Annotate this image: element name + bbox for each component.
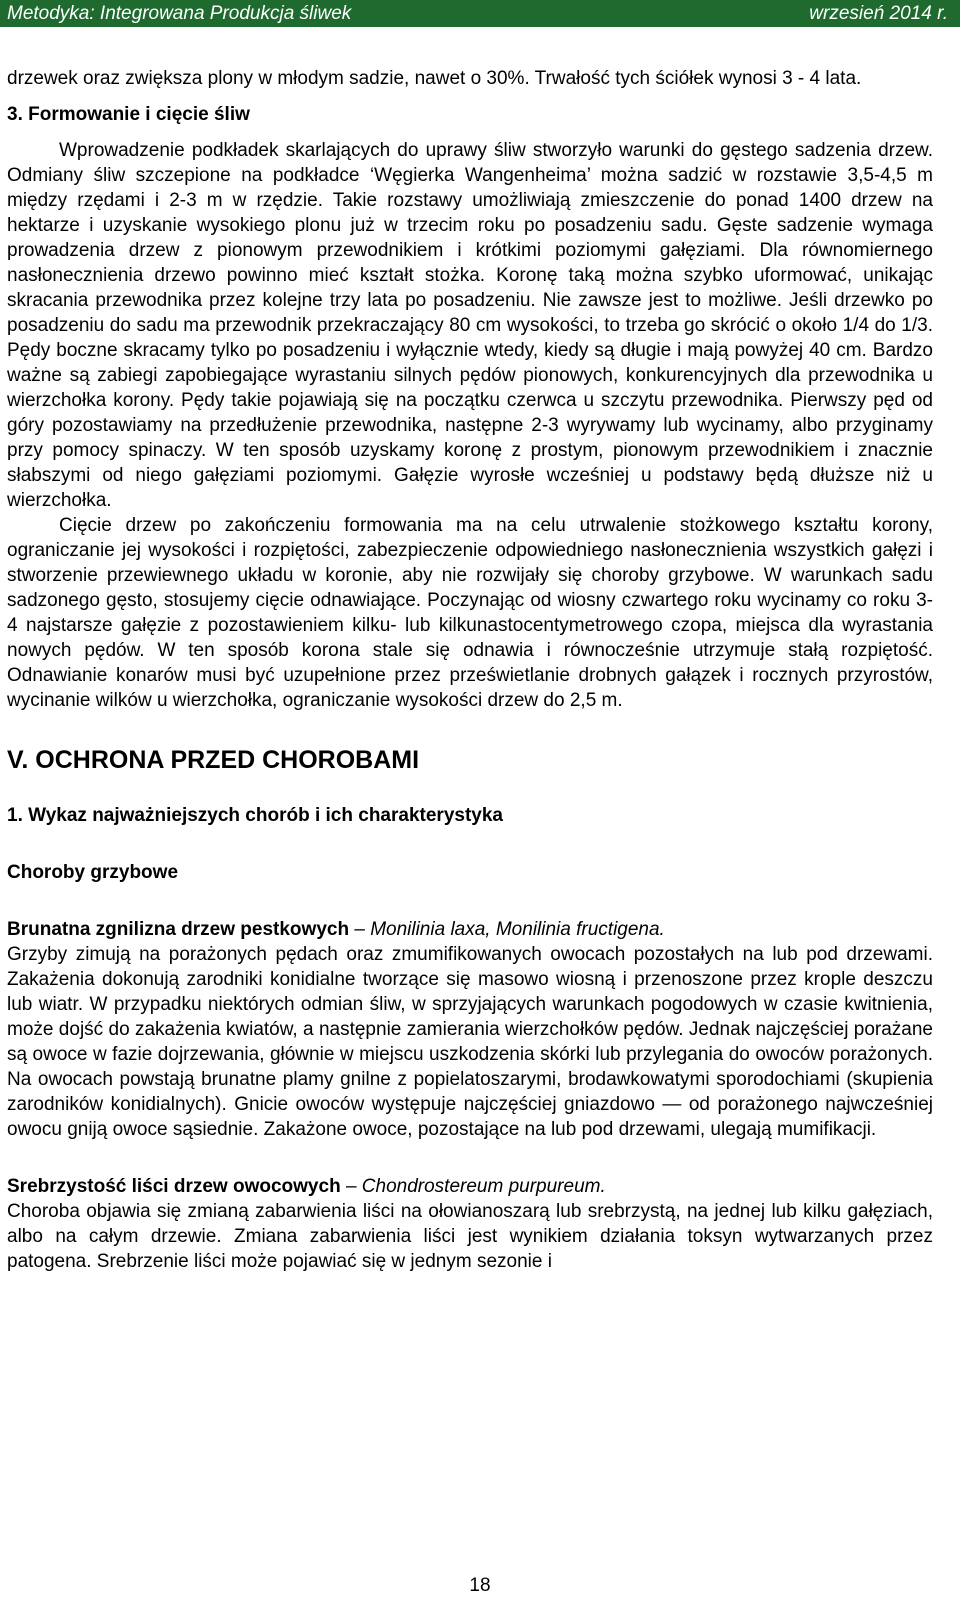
disease-1-title (7, 917, 933, 942)
formowanie-paragraph: Wprowadzenie podkładek skarlających do uprawy śliw stworzyło warunki do gęstego sadzenia drzew. Odmiany śliw szczepione na podkładce ‘Węgierka Wangenheima’ można sadzić w rozstawie 3,5-4,5 m między rzędami i 2-3 m w rzędzie. Takie rozstawy umożliwiają zmieszczenie do ponad 1400 drzew na hektarze i uzyskanie wysokiego plonu już w trzecim roku po posadzeniu sadu. Gęste sadzenie wymaga prowadzenia drzew z pionowym przewodnikiem i krótkimi poziomymi gałęziami. Dla równomiernego nasłonecznienia drzewo powinno mieć kształt stożka. Koronę taką można szybko uformować, unikając skracania przewodnika przez kolejne trzy lata po posadzeniu. Nie zawsze jest to możliwe. Jeśli drzewko po posadzeniu do sadu ma przewodnik przekraczający 80 cm wysokości, to trzeba go skrócić o około 1/4 do 1/3. Pędy boczne skracamy tylko po posadzeniu i wyłącznie wtedy, kiedy są długie i mają powyżej 40 cm. Bardzo ważne są zabiegi zapobiegające wyrastaniu silnych pędów pionowych, konkurencyjnych dla przewodnika u wierzchołka korony. Pędy takie pojawiają się na początku czerwca u szczytu przewodnika. Pierwszy pęd od góry pozostawiamy na przedłużenie przewodnika, następne 2-3 wyrywamy lub wycinamy, albo przyginamy przy pomocy spinaczy. W ten sposób uzyskamy koronę z prostym, pionowym przewodnikiem i znacznie słabszymi od niego gałęziami poziomymi. Gałęzie wyrosłe wcześniej u podstawy będą dłuższe niż u wierzchołka. (7, 140, 933, 511)
disease-2-latin-name: Chondrostereum purpureum. (361, 1176, 606, 1197)
page-number: 18 (469, 1575, 491, 1596)
disease-1-dash: – (349, 919, 371, 940)
header-date: wrzesień 2014 r. (809, 3, 948, 24)
disease-2-title (7, 1174, 933, 1199)
chapter-heading: V. OCHRONA PRZED CHOROBAMI (7, 746, 420, 774)
disease-2-dash: – (340, 1176, 362, 1197)
header-document-title: Metodyka: Integrowana Produkcja śliwek (7, 3, 352, 24)
page-header (0, 0, 960, 27)
section-1-heading: 1. Wykaz najważniejszych chorób i ich charakterystyka (7, 805, 503, 826)
section-3-heading: 3. Formowanie i cięcie śliw (7, 104, 250, 125)
page-content (7, 66, 933, 1274)
disease-1-latin-name: Monilinia laxa, Monilinia fructigena. (370, 919, 665, 940)
disease-2-name: Srebrzystość liści drzew owocowych (7, 1176, 341, 1197)
disease-1-name: Brunatna zgnilizna drzew pestkowych (7, 919, 350, 940)
disease-group-heading: Choroby grzybowe (7, 862, 179, 883)
continuation-paragraph: drzewek oraz zwiększa plony w młodym sadzie, nawet o 30%. Trwałość tych ściółek wynosi 3 - 4 lata. (7, 68, 862, 89)
disease-2-description: Choroba objawia się zmianą zabarwienia liści na ołowianoszarą lub srebrzystą, na jednej lub kilku gałęziach, albo na całym drzewie. Zmiana zabarwienia liści jest wynikiem działania toksyn wytwarzanych przez patogena. Srebrzenie liści może pojawiać się w jednym sezonie i (7, 1201, 933, 1272)
ciecie-paragraph: Cięcie drzew po zakończeniu formowania ma na celu utrwalenie stożkowego kształtu korony, ograniczanie jej wysokości i rozpiętości, zabezpieczenie odpowiedniego nasłonecznienia wszystkich gałęzi i stworzenie przewiewnego układu w koronie, aby nie rozwijały się choroby grzybowe. W warunkach sadu sadzonego gęsto, stosujemy cięcie odnawiające. Poczynając od wiosny czwartego roku wycinamy co roku 3-4 najstarsze gałęzie z pozostawieniem kilku- lub kilkunastocentymetrowego czopa, miejsca dla wyrastania nowych pędów. W ten sposób korona stale się odnawia i równocześnie utrzymuje stałą rozpiętość. Odnawianie konarów musi być uzupełnione przez prześwietlanie drobnych gałązek i rocznych przyrostów, wycinanie wilków u wierzchołka, ograniczanie wysokości drzew do 2,5 m. (7, 515, 933, 711)
disease-1-description: Grzyby zimują na porażonych pędach oraz zmumifikowanych owocach pozostałych na lub pod drzewami. Zakażenia dokonują zarodniki konidialne tworzące się masowo wiosną i przenoszone przez krople deszczu lub wiatr. W przypadku niektórych odmian śliw, w sprzyjających warunkach pogodowych w czasie kwitnienia, może dojść do zakażenia kwiatów, a następnie zamierania wierzchołków pędów. Jednak najczęściej porażane są owoce w fazie dojrzewania, głównie w miejscu uszkodzenia skórki lub przylegania do owoców porażonych. Na owocach powstają brunatne plamy gnilne z popielatoszarymi, brodawkowatymi sporodochiami (skupienia zarodników konidialnych). Gnicie owoców występuje najczęściej gniazdowo — od porażonego najwcześniej owocu gniją owoce sąsiednie. Zakażone owoce, pozostające na lub pod drzewami, ulegają mumifikacji. (7, 944, 933, 1140)
